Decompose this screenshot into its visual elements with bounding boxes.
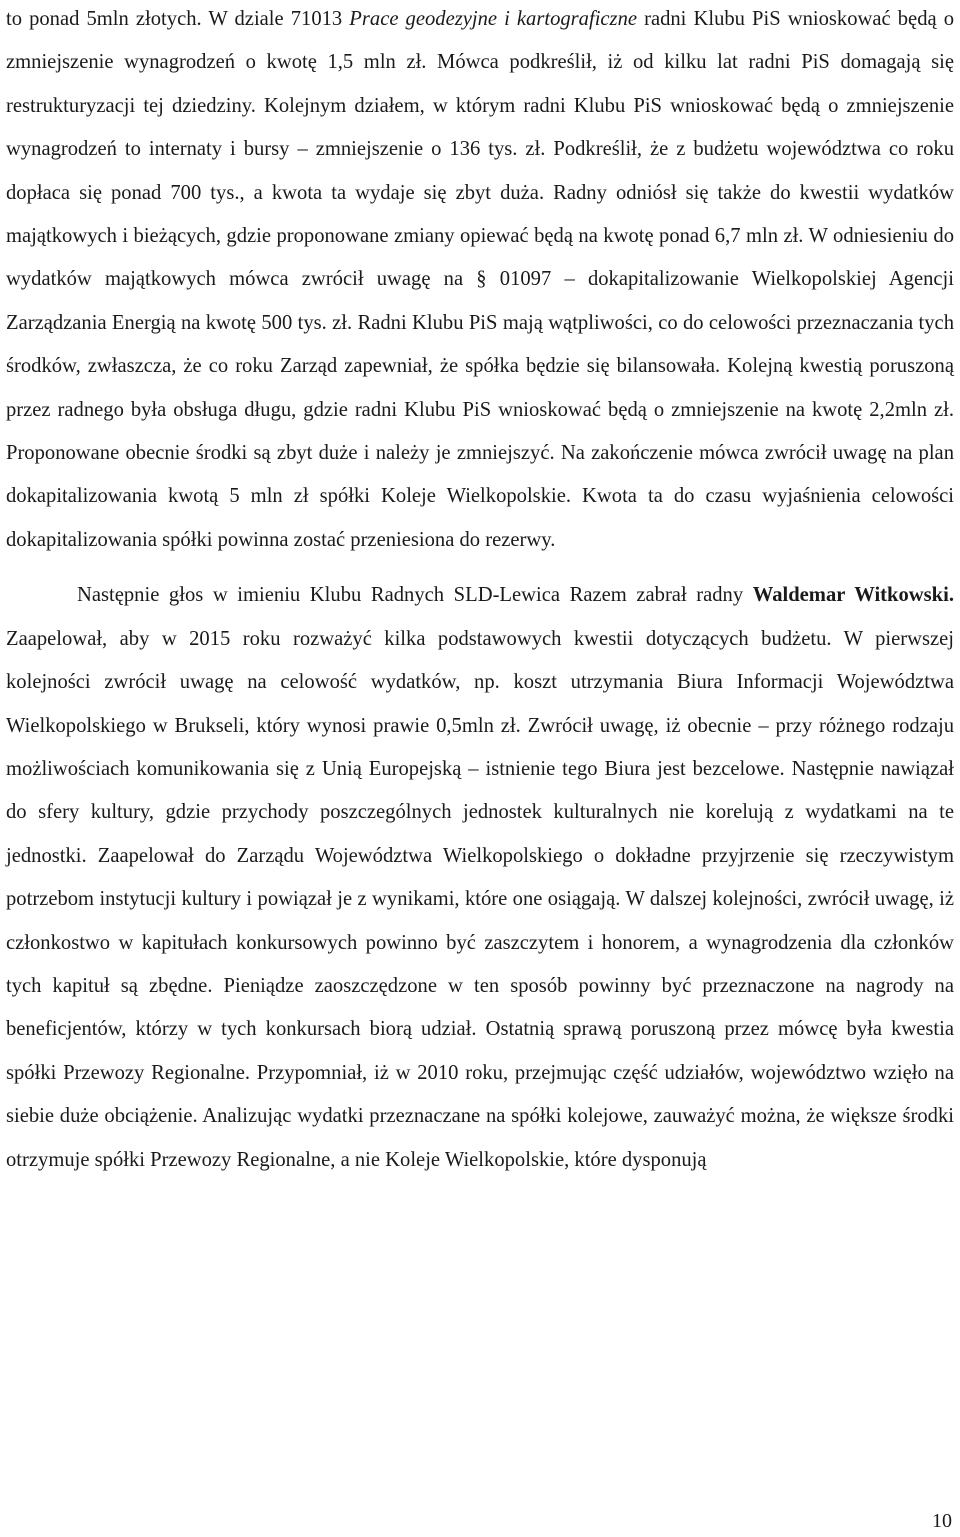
paragraph-text: radni Klubu PiS wnioskować będą o zmniejszenie wynagrodzeń o kwotę 1,5 mln zł. Mówca podkreślił, iż od kilku lat radni PiS domagają się restrukturyzacji tej dziedziny. Kolejnym działem, w którym radni Klubu PiS wnioskować będą o zmniejszenie wynagrodzeń to internaty i bursy – zmniejszenie o 136 tys. zł. Podkreślił, że z budżetu województwa co roku dopłaca się ponad 700 tys., a kwota ta wydaje się zbyt duża. Radny odniósł się także do kwestii wydatków majątkowych i bieżących, gdzie proponowane zmiany opiewać będą na kwotę ponad 6,7 mln zł. W odniesieniu do wydatków majątkowych mówca zwrócił uwagę na § 01097 – dokapitalizowanie Wielkopolskiej Agencji Zarządzania Energią na kwotę 500 tys. zł. Radni Klubu PiS mają wątpliwości, co do celowości przeznaczania tych środków, zwłaszcza, że co roku Zarząd zapewniał, że spółka będzie się bilansowała. Kolejną kwestią poruszoną przez radnego była obsługa długu, gdzie radni Klubu PiS wnioskować będą o zmniejszenie na kwotę 2,2mln zł. Proponowane obecnie środki są zbyt duże i należy je zmniejszyć. Na zakończenie mówca zwrócił uwagę na plan dokapitalizowania kwotą 5 mln zł spółki Koleje Wielkopolskie. Kwota ta do czasu wyjaśnienia celowości dokapitalizowania spółki powinna zostać przeniesiona do rezerwy. [6, 8, 955, 551]
paragraph-sld-speech [6, 574, 954, 1182]
paragraph-budget-pis [6, 0, 954, 562]
paragraph-text: to ponad 5mln złotych. W dziale 71013 [6, 8, 350, 30]
document-page [6, 0, 954, 1182]
paragraph-text: Zaapelował, aby w 2015 roku rozważyć kilka podstawowych kwestii dotyczących budżetu. W pierwszej kolejności zwrócił uwagę na celowość wydatków, np. koszt utrzymania Biura Informacji Województwa Wielkopolskiego w Brukseli, który wynosi prawie 0,5mln zł. Zwrócił uwagę, iż obecnie – przy różnego rodzaju możliwościach komunikowania się z Unią Europejską – istnienie tego Biura jest bezcelowe. Następnie nawiązał do sfery kultury, gdzie przychody poszczególnych jednostek kulturalnych nie korelują z wydatkami na te jednostki. Zaapelował do Zarządu Województwa Wielkopolskiego o dokładne przyjrzenie się rzeczywistym potrzebom instytucji kultury i powiązał je z wynikami, które one osiągają. W dalszej kolejności, zwrócił uwagę, iż członkostwo w kapitułach konkursowych powinno być zaszczytem i honorem, a wynagrodzenia dla członków tych kapituł są zbędne. Pieniądze zaoszczędzone w ten sposób powinny być przeznaczone na nagrody na beneficjentów, którzy w tych konkursach biorą udział. Ostatnią sprawą poruszoną przez mówcę była kwestia spółki Przewozy Regionalne. Przypomniał, iż w 2010 roku, przejmując część udziałów, województwo wzięło na siebie duże obciążenie. Analizując wydatki przeznaczane na spółki kolejowe, zauważyć można, że większe środki otrzymuje spółki Przewozy Regionalne, a nie Koleje Wielkopolskie, które dysponują [6, 627, 954, 1171]
speaker-name: Waldemar Witkowski. [752, 584, 954, 607]
section-title-italic: Prace geodezyjne i kartograficzne [349, 8, 638, 30]
paragraph-text: Następnie głos w imieniu Klubu Radnych SLD-Lewica Razem zabrał radny [77, 584, 753, 607]
page-number: 10 [932, 1510, 952, 1532]
